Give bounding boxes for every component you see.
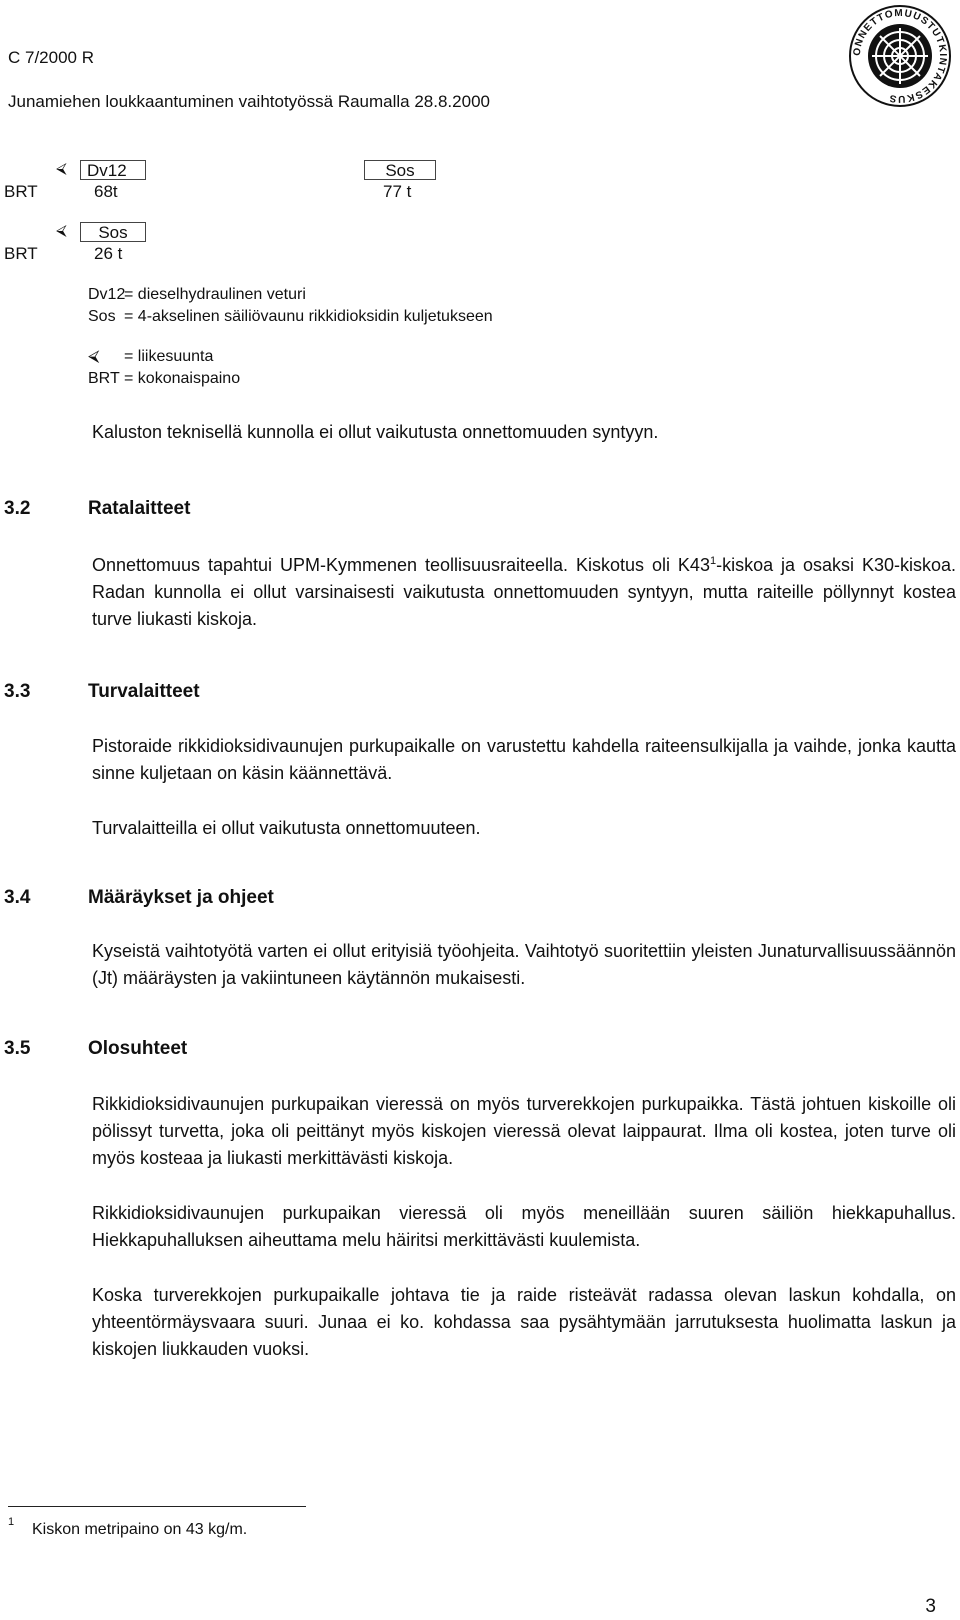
report-title: Junamiehen loukkaantuminen vaihtotyössä Raumalla 28.8.2000 xyxy=(8,92,490,111)
tank-car-sos-box: Sos xyxy=(80,222,146,242)
direction-arrow-icon: ⮘ xyxy=(56,160,67,177)
tank-car-weight: 26 t xyxy=(94,244,123,263)
footnote-text: Kiskon metripaino on 43 kg/m. xyxy=(32,1521,248,1538)
section-heading-3-2 xyxy=(4,498,404,522)
section-3-3-paragraph-2: Turvalaitteilla ei ollut vaikutusta onnettomuuteen. xyxy=(92,818,481,838)
direction-arrow-icon: ⮘ xyxy=(56,222,67,239)
section-number: 3.5 xyxy=(4,1038,31,1059)
legend-key: Dv12 xyxy=(88,286,126,303)
footnote-divider xyxy=(8,1506,306,1507)
legend-value: = 4-akselinen säiliövaunu rikkidioksidin kuljetukseen xyxy=(124,308,493,325)
page-number: 3 xyxy=(925,1596,936,1617)
section-3-4-paragraph: Kyseistä vaihtotyötä varten ei ollut erityisiä työohjeita. Vaihtotyö suoritettiin yleisten Junaturvallisuussäännön (Jt) määräysten ja vakiintuneen käytännön mukaisesti. xyxy=(92,941,956,988)
brt-label-row1: BRT xyxy=(4,182,38,201)
section-3-5-paragraph-1: Rikkidioksidivaunujen purkupaikan vieressä on myös turverekkojen purkupaikka. Tästä johtuen kiskoille oli pölissyt turvetta, joka oli peittänyt myös kiskojen vieressä olevat laippaurat. Ilma oli kostea, joten turve oli myös kosteaa ja liukasti merkittävästi kiskoja. xyxy=(92,1094,956,1168)
section-title: Olosuhteet xyxy=(88,1038,188,1059)
legend xyxy=(88,286,688,396)
footnote-mark: 1 xyxy=(8,1516,15,1528)
intro-paragraph: Kaluston teknisellä kunnolla ei ollut vaikutusta onnettomuuden syntyyn. xyxy=(92,422,659,442)
legend-value: = kokonaispaino xyxy=(124,370,241,387)
legend-value: = liikesuunta xyxy=(124,348,214,365)
section-3-5-paragraph-3: Koska turverekkojen purkupaikalle johtava tie ja raide risteävät radassa olevan laskun kohdalla, on yhteentörmäysvaara suuri. Junaa ei ko. kohdassa saa pysähtymään jarrutuksesta huolimatta laskun ja kiskojen liukkauden vuoksi. xyxy=(92,1285,956,1359)
section-3-2-paragraph: Onnettomuus tapahtui UPM-Kymmenen teollisuusraiteella. Kiskotus oli $K43^1$-kiskoa ja osaksi K30-kiskoa. Radan kunnolla ei ollut varsinaisesti vaikutusta onnettomuuden syntyyn, mutta raiteille pöllynnyt kostea turve liukasti kiskoja. xyxy=(92,555,956,629)
tank-car-sos-box: Sos xyxy=(364,160,436,180)
section-heading-3-5 xyxy=(4,1038,404,1062)
svg-text:ONNETTOMUUSTUTKINTAKESKUS: ONNETTOMUUSTUTKINTAKESKUS xyxy=(851,7,949,105)
report-id: C 7/2000 R xyxy=(8,48,94,67)
legend-key: BRT xyxy=(88,370,120,387)
legend-value: = dieselhydraulinen veturi xyxy=(124,286,306,303)
locomotive-dv12-box: Dv12 xyxy=(80,160,146,180)
section-title: Turvalaitteet xyxy=(88,681,200,702)
section-3-3-paragraph-1: Pistoraide rikkidioksidivaunujen purkupaikalle on varustettu kahdella raiteensulkijalla ja vaihde, jonka kautta sinne kuljetaan on käsin käännettävä. xyxy=(92,736,956,783)
locomotive-weight: 68t xyxy=(94,182,118,201)
section-3-5-paragraph-2: Rikkidioksidivaunujen purkupaikan vieressä oli myös meneillään suuren säiliön hiekkapuhallus. Hiekkapuhalluksen aiheuttama melu häiritsi merkittävästi kuulemista. xyxy=(92,1203,956,1250)
investigation-board-seal-logo xyxy=(848,4,952,108)
section-heading-3-3 xyxy=(4,681,404,705)
tank-car-weight: 77 t xyxy=(383,182,412,201)
section-title: Määräykset ja ohjeet xyxy=(88,887,274,908)
section-number: 3.3 xyxy=(4,681,31,702)
section-number: 3.2 xyxy=(4,498,31,519)
section-number: 3.4 xyxy=(4,887,31,908)
footnote-ref: 1 xyxy=(709,555,717,567)
section-heading-3-4 xyxy=(4,887,404,911)
section-title: Ratalaitteet xyxy=(88,498,191,519)
legend-key: ⮘ xyxy=(88,348,100,365)
brt-label-row2: BRT xyxy=(4,244,38,263)
legend-key: Sos xyxy=(88,308,116,325)
